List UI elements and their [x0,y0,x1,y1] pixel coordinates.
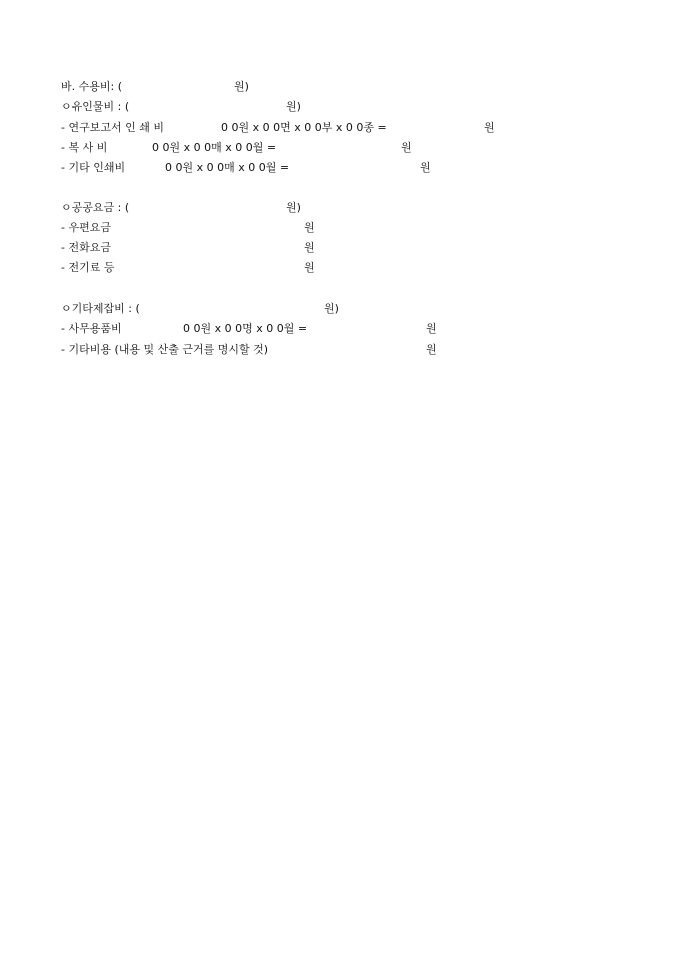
utilities-item-phone [61,240,315,256]
item-label: - 연구보고서 인 쇄 비 [61,121,164,134]
item-formula: 0 0원 x 0 0매 x 0 0월 = [165,161,290,174]
utilities-header-unit: 원) [286,201,301,214]
item-label: - 우편요금 [61,221,111,234]
printing-item-other [61,160,431,176]
section-title-line [61,79,249,95]
item-unit: 원 [426,322,437,335]
item-unit: 원 [420,161,431,174]
misc-header-line [61,301,339,317]
item-formula: 0 0원 x 0 0매 x 0 0월 = [152,141,277,154]
section-title: 바. 수용비: ( [61,80,122,93]
item-unit: 원 [304,221,315,234]
printing-item-report [61,120,495,136]
item-label: - 기타 인쇄비 [61,161,126,174]
utilities-item-electricity [61,260,315,276]
item-unit: 원 [401,141,412,154]
misc-item-supplies [61,321,437,337]
printing-header: ㅇ유인물비 : ( [61,100,130,113]
utilities-header-line [61,200,301,216]
printing-item-copy [61,140,412,156]
utilities-header: ㅇ공공요금 : ( [61,201,130,214]
section-title-unit: 원) [234,80,249,93]
item-label: - 복 사 비 [61,141,108,154]
item-label: - 사무용품비 [61,322,122,335]
misc-item-other [61,342,437,358]
printing-header-line [61,99,301,115]
utilities-item-postage [61,220,315,236]
item-label: - 전화요금 [61,241,111,254]
item-unit: 원 [304,241,315,254]
item-formula: 0 0원 x 0 0명 x 0 0월 = [183,322,308,335]
misc-header-unit: 원) [324,302,339,315]
misc-header: ㅇ기타제잡비 : ( [61,302,140,315]
item-label: - 전기료 등 [61,261,115,274]
item-label: - 기타비용 (내용 및 산출 근거를 명시할 것) [61,343,269,356]
item-formula: 0 0원 x 0 0면 x 0 0부 x 0 0종 = [221,121,387,134]
item-unit: 원 [304,261,315,274]
item-unit: 원 [484,121,495,134]
printing-header-unit: 원) [286,100,301,113]
item-unit: 원 [426,343,437,356]
